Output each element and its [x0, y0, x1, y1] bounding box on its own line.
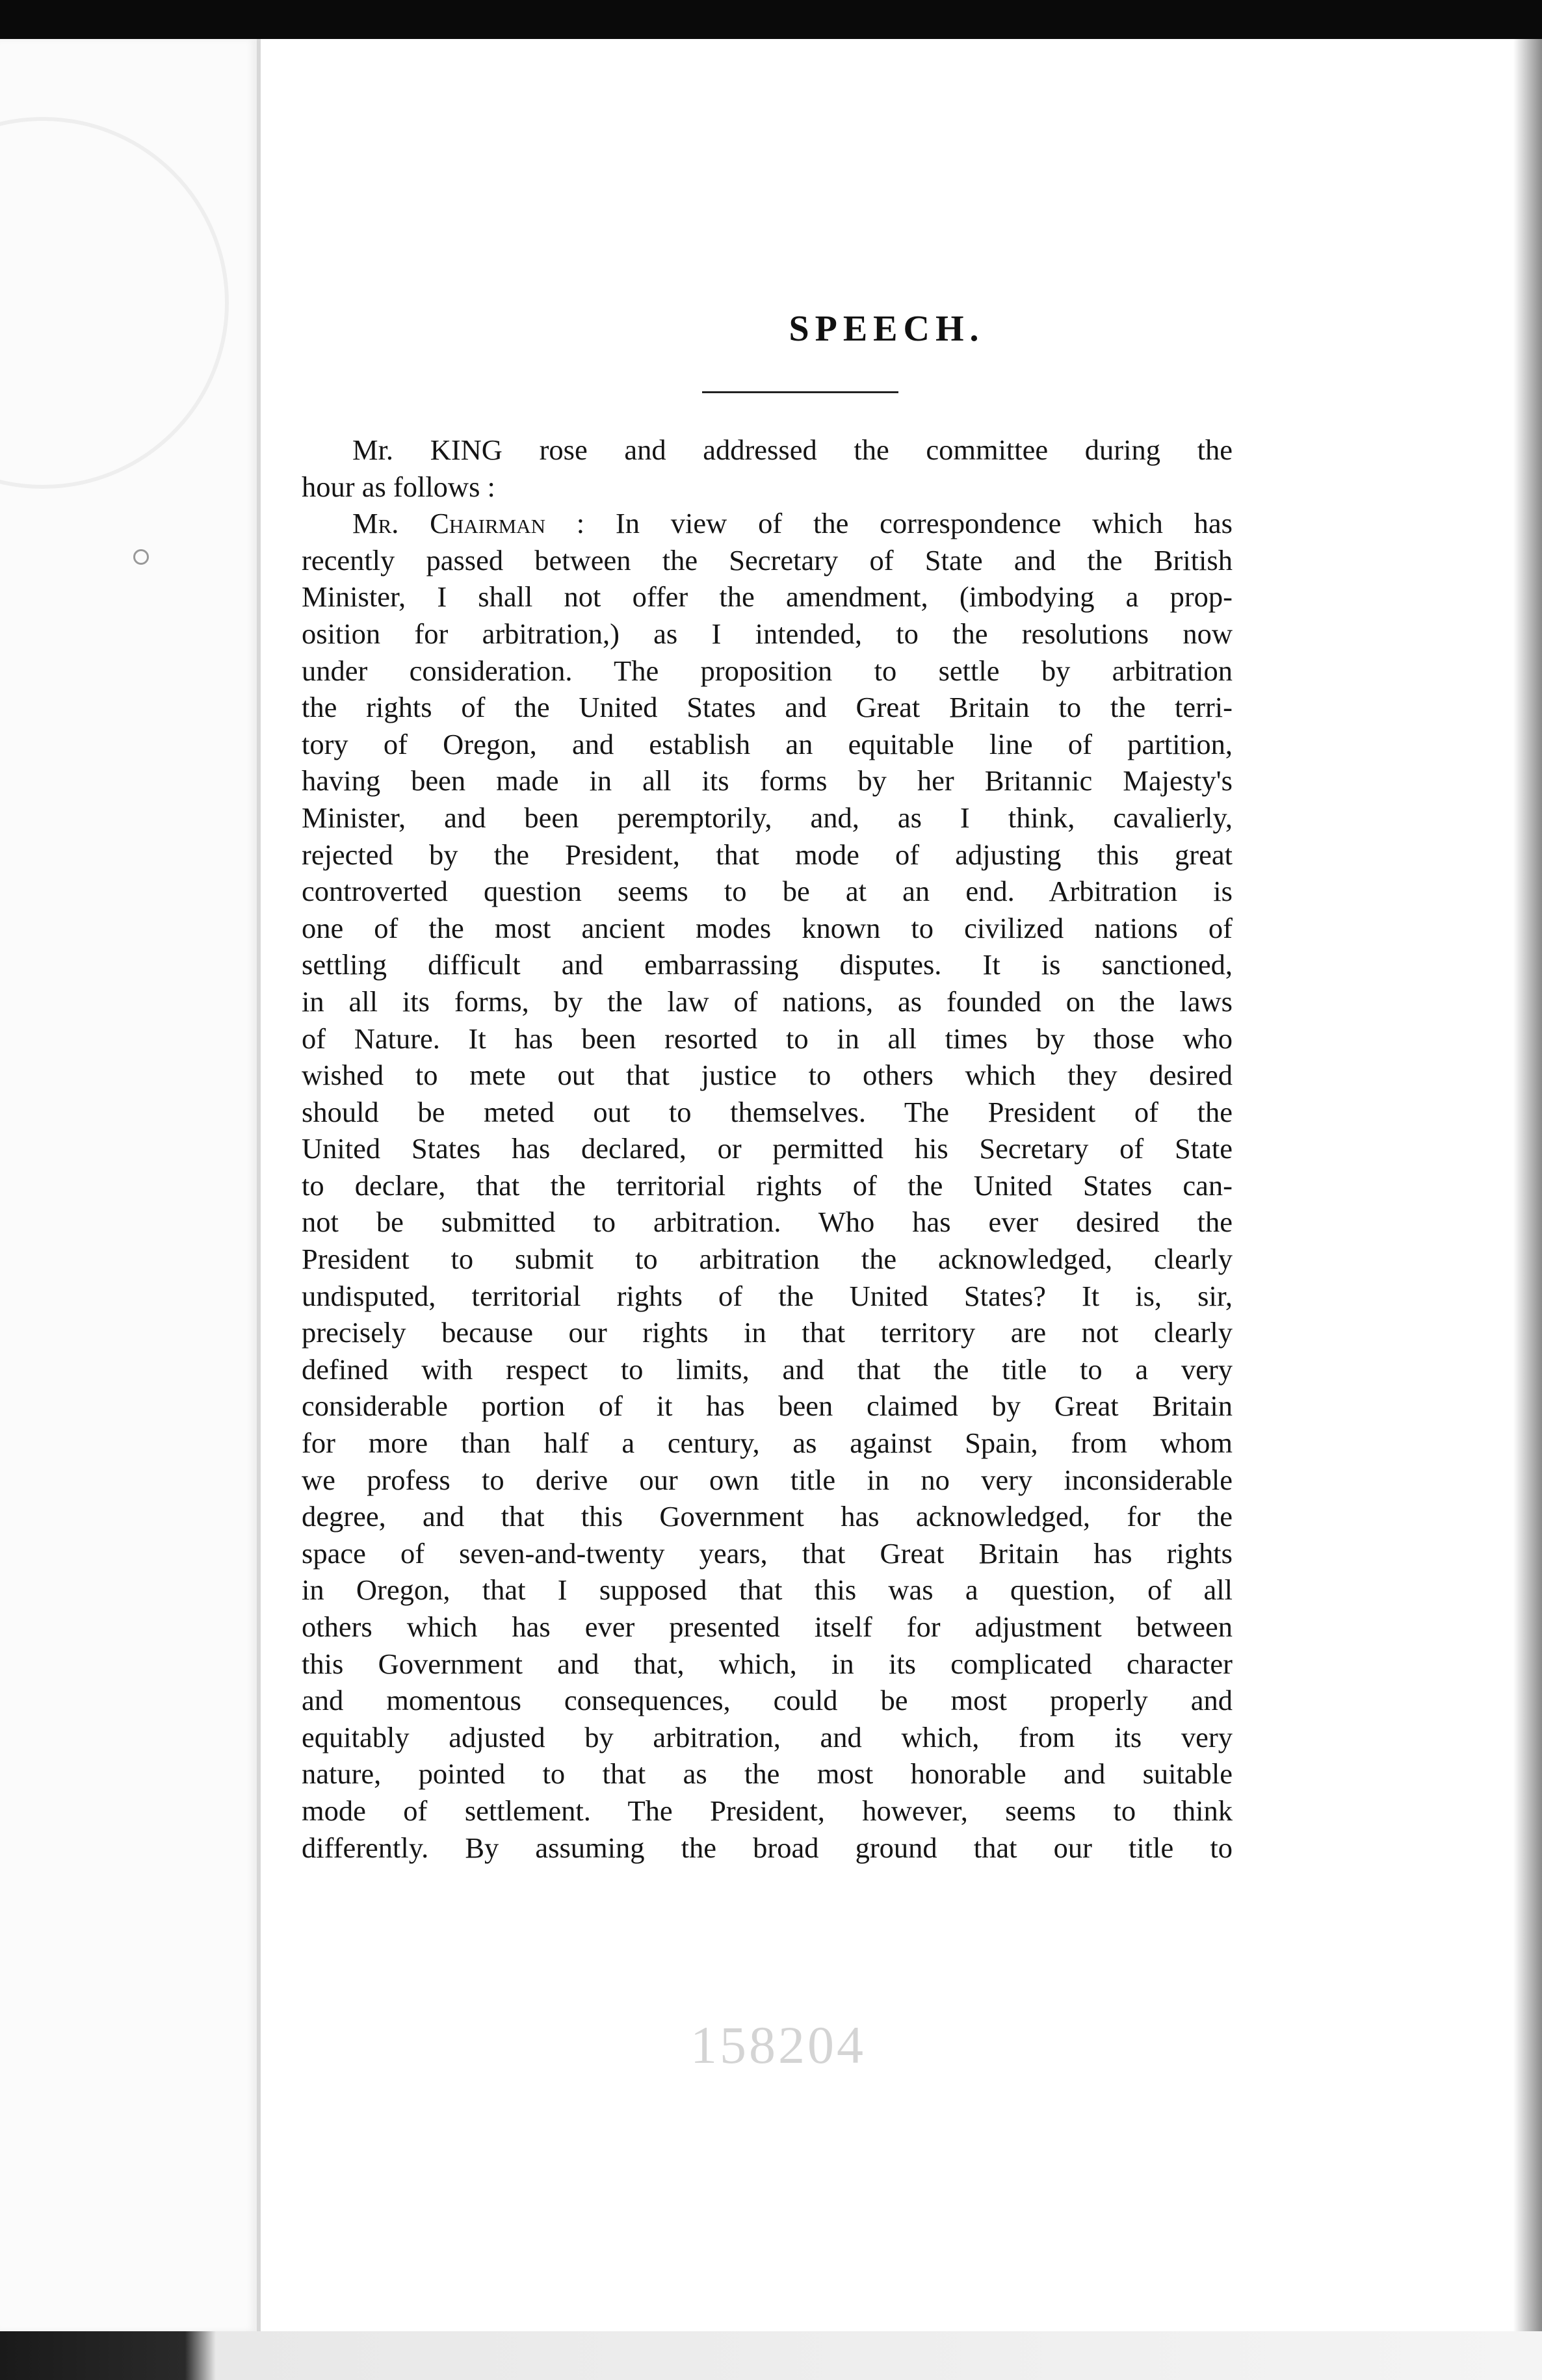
- text-line: osition for arbitration,) as I intended, to the resolutions now: [302, 617, 1233, 650]
- library-stamp: 158204: [690, 2015, 866, 2075]
- text-line: should be meted out to themselves. The President of the: [302, 1095, 1233, 1128]
- text-line: in all its forms, by the law of nations, as founded on the laws: [302, 985, 1233, 1018]
- text-line: and momentous consequences, could be most properly and: [302, 1684, 1233, 1717]
- text-line: not be submitted to arbitration. Who has ever desired the: [302, 1206, 1233, 1239]
- text-line: recently passed between the Secretary of State and the British: [302, 543, 1233, 576]
- text-line: hour as follows :: [302, 470, 495, 503]
- text-line: United States has declared, or permitted his Secretary of State: [302, 1132, 1233, 1165]
- text-line: precisely because our rights in that territory are not clearly: [302, 1316, 1233, 1349]
- text-line: mode of settlement. The President, however, seems to think: [302, 1794, 1233, 1827]
- text-line: under consideration. The proposition to settle by arbitration: [302, 654, 1233, 687]
- page-heading: SPEECH.: [789, 309, 985, 349]
- text-line: settling difficult and embarrassing disputes. It is sanctioned,: [302, 948, 1233, 981]
- text-line: Mr. KING rose and addressed the committee during the: [352, 433, 1233, 466]
- text-line: of Nature. It has been resorted to in all times by those who: [302, 1022, 1233, 1055]
- text-line: nature, pointed to that as the most honorable and suitable: [302, 1757, 1233, 1791]
- scanner-bottom-border: [0, 2331, 1542, 2380]
- text-line: for more than half a century, as against Spain, from whom: [302, 1427, 1233, 1460]
- text-line: [302, 505, 1233, 542]
- text-line: Minister, and been peremptorily, and, as I think, cavalierly,: [302, 801, 1233, 834]
- facing-page-edge: [0, 39, 261, 2331]
- text-line: space of seven-and-twenty years, that Great Britain has rights: [302, 1536, 1233, 1570]
- text-line: President to submit to arbitration the acknowledged, clearly: [302, 1243, 1233, 1276]
- bleed-through-seal: [0, 117, 229, 489]
- text-line: others which has ever presented itself for adjustment between: [302, 1610, 1233, 1643]
- scanner-top-border: [0, 0, 1542, 39]
- page-edge-shadow: [1513, 39, 1542, 2331]
- text-line: degree, and that this Government has acknowledged, for the: [302, 1500, 1233, 1533]
- text-line: to declare, that the territorial rights of the United States can-: [302, 1169, 1233, 1202]
- text-fragment: In view of the correspondence which has: [615, 507, 1233, 540]
- text-line: tory of Oregon, and establish an equitable line of partition,: [302, 727, 1233, 760]
- text-line: rejected by the President, that mode of adjusting this great: [302, 838, 1233, 871]
- text-line: wished to mete out that justice to others which they desired: [302, 1059, 1233, 1092]
- heading-rule: [702, 391, 898, 393]
- text-line: equitably adjusted by arbitration, and which, from its very: [302, 1720, 1233, 1753]
- text-line: in Oregon, that I supposed that this was a question, of all: [302, 1573, 1233, 1607]
- text-line: considerable portion of it has been claimed by Great Britain: [302, 1390, 1233, 1423]
- speaker-label: Mr. Chairman :: [352, 507, 585, 540]
- text-line: defined with respect to limits, and that the title to a very: [302, 1352, 1233, 1386]
- text-line: undisputed, territorial rights of the United States? It is, sir,: [302, 1279, 1233, 1312]
- speech-body: [302, 432, 1233, 1866]
- text-line: differently. By assuming the broad ground that our title to: [302, 1831, 1233, 1864]
- text-line: having been made in all its forms by her Britannic Majesty's: [302, 764, 1233, 797]
- text-line: the rights of the United States and Great Britain to the terri-: [302, 691, 1233, 724]
- text-line: Minister, I shall not offer the amendment, (imbodying a prop-: [302, 580, 1233, 614]
- text-line: we profess to derive our own title in no very inconsiderable: [302, 1463, 1233, 1496]
- text-line: this Government and that, which, in its complicated character: [302, 1647, 1233, 1680]
- text-line: controverted question seems to be at an end. Arbitration is: [302, 875, 1233, 908]
- binding-hole-mark: [133, 549, 149, 565]
- text-line: one of the most ancient modes known to civilized nations of: [302, 911, 1233, 944]
- printed-page: [263, 47, 1511, 2322]
